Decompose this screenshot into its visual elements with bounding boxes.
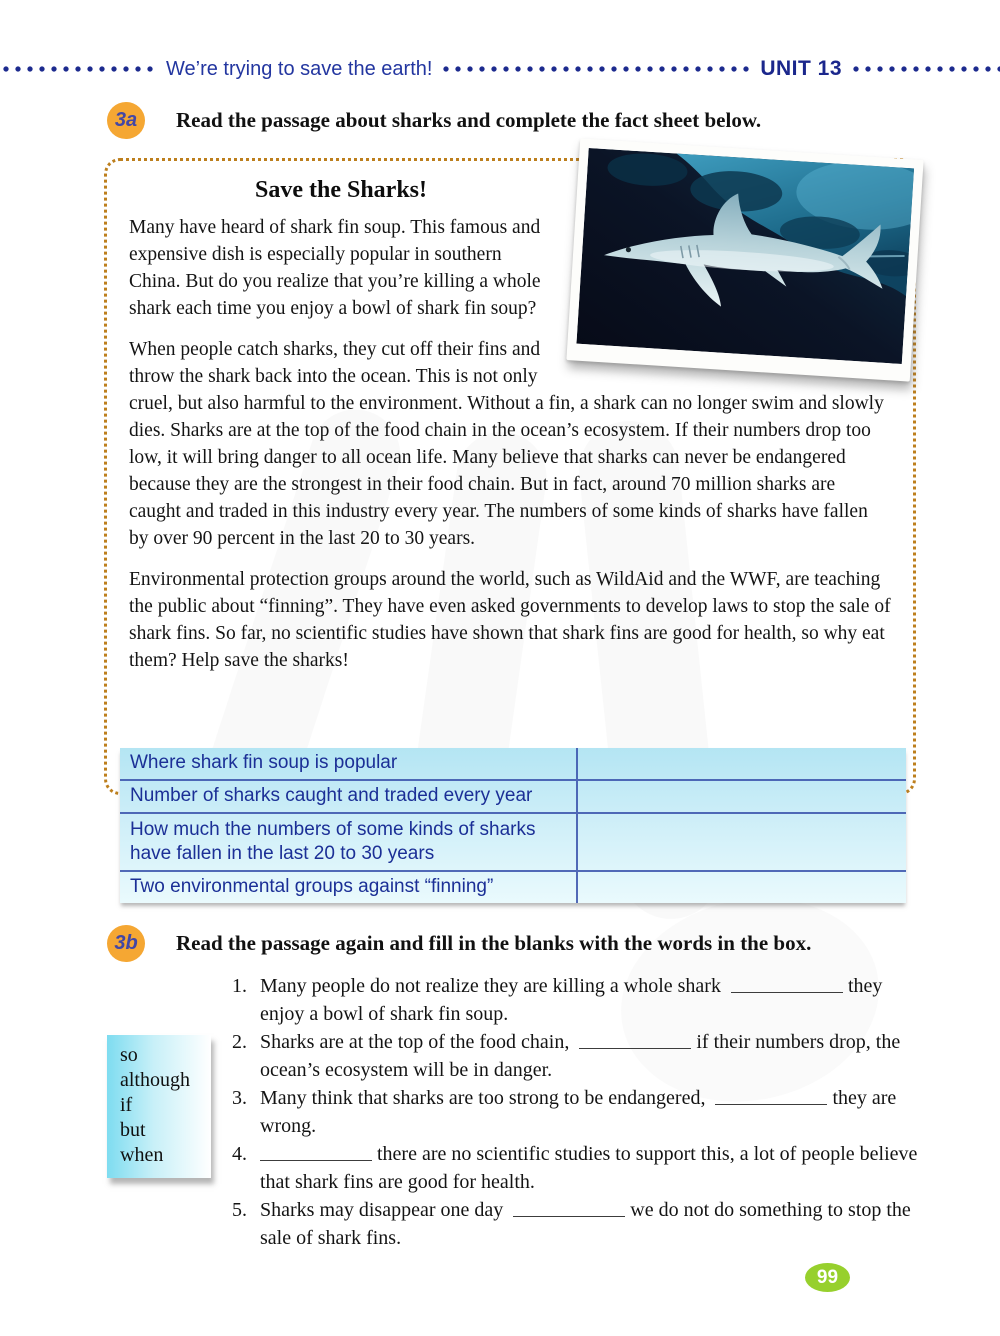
unit-theme-title: We’re trying to save the earth! <box>166 57 433 80</box>
dotted-divider-icon <box>850 64 1000 74</box>
section-badge-3b: 3b <box>107 925 145 962</box>
table-row <box>120 812 906 870</box>
fill-blank[interactable] <box>579 1035 691 1049</box>
list-item <box>232 1028 924 1084</box>
item-number: 2. <box>232 1031 247 1053</box>
dotted-divider-icon <box>0 64 158 74</box>
item-text-after: we do not do something to stop the sale of shark fins. <box>260 1199 911 1249</box>
passage-paragraph-1: Many have heard of shark fin soup. This famous and expensive dish is especially popular in southern China. But do you realize that you’re killing a whole shark each time you enjoy a bowl of shark fin soup? <box>129 217 541 319</box>
passage-paragraph-3: Environmental protection groups around the world, such as WildAid and the WWF, are teaching the public about “finning”. They have even asked governments to develop laws to stop the sale of shark fins. So far, no scientific studies have shown that shark fins are good for health, so why eat them? Help save the sharks! <box>129 569 891 671</box>
item-text-before: Many people do not realize they are killing a whole shark <box>260 975 726 997</box>
passage-title: Save the Sharks! <box>254 177 428 203</box>
fact-label: How much the numbers of some kinds of sharks have fallen in the last 20 to 30 years <box>130 818 536 864</box>
item-text-after: they enjoy a bowl of shark fin soup. <box>260 975 883 1025</box>
fill-in-exercise-list <box>232 972 924 1252</box>
item-text-before: Many think that sharks are too strong to be endangered, <box>260 1087 711 1109</box>
item-text-after: they are wrong. <box>260 1087 897 1137</box>
word-option: but <box>120 1119 146 1141</box>
dotted-divider-icon <box>440 64 752 74</box>
word-option: if <box>120 1094 133 1116</box>
item-number: 3. <box>232 1087 247 1109</box>
list-item <box>232 1084 924 1140</box>
table-row <box>120 748 906 779</box>
page-header <box>0 54 1000 84</box>
item-text-after: there are no scientific studies to support this, a lot of people believe that shark fins are good for health. <box>260 1143 918 1193</box>
table-row <box>120 779 906 812</box>
item-number: 1. <box>232 975 247 997</box>
fact-sheet-table <box>120 748 906 903</box>
page-number-badge: 99 <box>805 1263 850 1292</box>
shark-photo <box>566 138 923 381</box>
list-item <box>232 972 924 1028</box>
item-text-before: Sharks are at the top of the food chain, <box>260 1031 575 1053</box>
item-number: 5. <box>232 1199 247 1221</box>
reading-passage-box <box>104 158 916 795</box>
fact-answer-cell[interactable] <box>576 781 906 812</box>
list-item <box>232 1196 924 1252</box>
word-option: when <box>120 1144 164 1166</box>
fact-label: Number of sharks caught and traded every year <box>130 785 533 806</box>
fact-answer-cell[interactable] <box>576 872 906 903</box>
fill-blank[interactable] <box>513 1203 625 1217</box>
fill-blank[interactable] <box>260 1147 372 1161</box>
fill-blank[interactable] <box>715 1091 827 1105</box>
item-number: 4. <box>232 1143 247 1165</box>
list-item <box>232 1140 924 1196</box>
item-text-after: if their numbers drop, the ocean’s ecosystem will be in danger. <box>260 1031 901 1081</box>
word-option: so <box>120 1044 138 1066</box>
unit-number-label: UNIT 13 <box>760 57 842 80</box>
fact-label: Two environmental groups against “finning” <box>130 876 494 897</box>
table-row <box>120 870 906 903</box>
passage-paragraph-2: When people catch sharks, they cut off their fins and throw the shark back into the ocean. This is not only cruel, but also harmful to the environment. Without a fin, a shark can no longer swim and slowly dies. Sharks are at the top of the food chain in the ocean’s ecosystem. If their numbers drop too low, it will bring danger to all ocean life. Many believe that sharks can never be endangered because they are the strongest in their food chain. But in fact, around 70 million sharks are caught and traded in this industry every year. The numbers of some kinds of sharks have fallen by over 90 percent in the last 20 to 30 years. <box>129 339 884 549</box>
section-3b-instruction: Read the passage again and fill in the blanks with the words in the box. <box>176 931 812 955</box>
word-option: although <box>120 1069 190 1091</box>
fact-label: Where shark fin soup is popular <box>130 752 398 773</box>
section-3a-instruction: Read the passage about sharks and complete the fact sheet below. <box>176 108 762 132</box>
fact-answer-cell[interactable] <box>576 814 906 870</box>
word-choice-box <box>107 1035 211 1178</box>
fact-answer-cell[interactable] <box>576 748 906 779</box>
shark-illustration <box>576 148 914 364</box>
fill-blank[interactable] <box>731 979 843 993</box>
section-badge-3a: 3a <box>107 102 145 139</box>
item-text-before: Sharks may disappear one day <box>260 1199 509 1221</box>
